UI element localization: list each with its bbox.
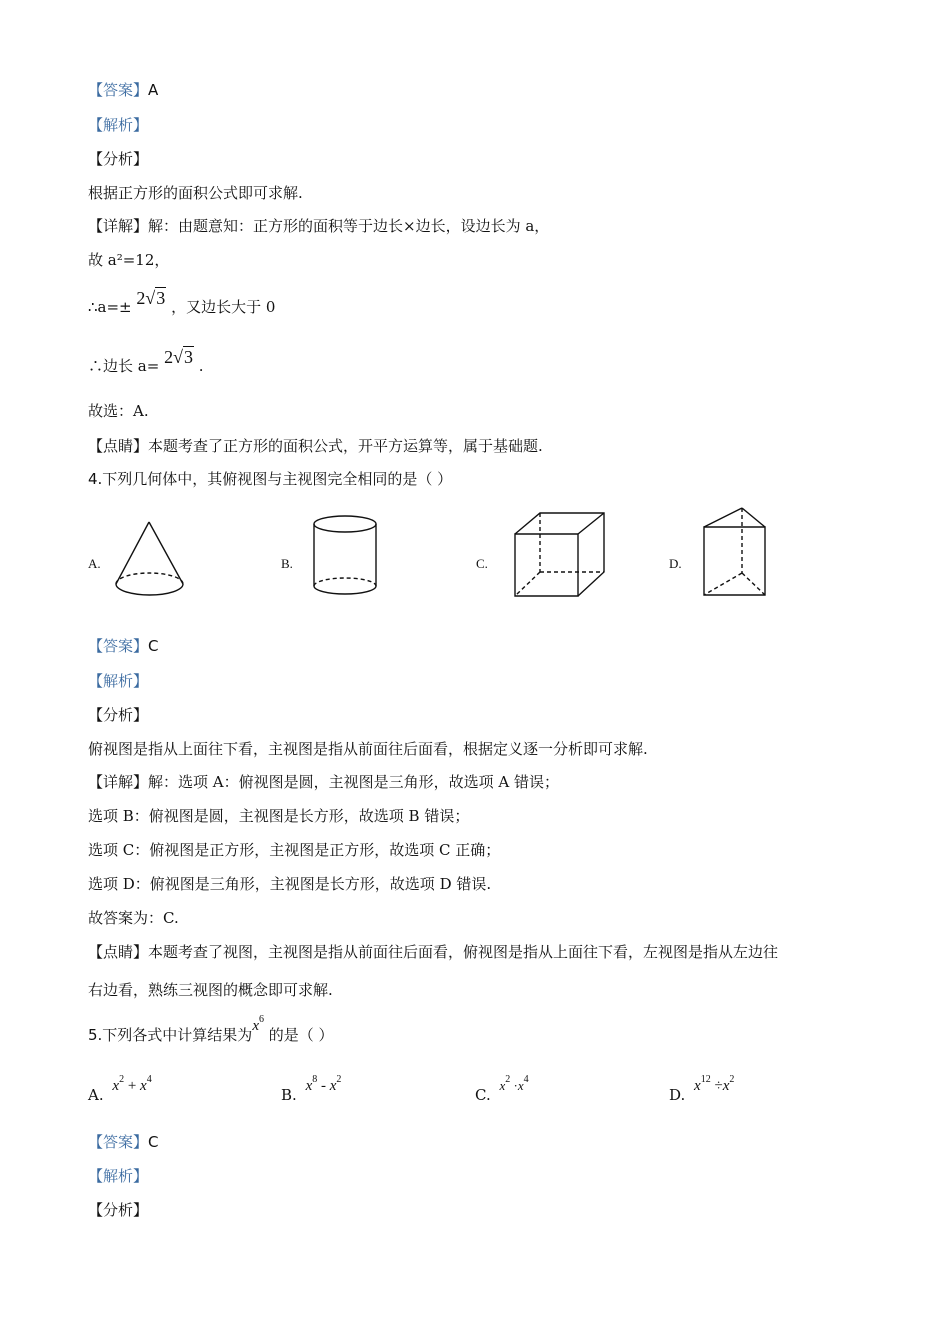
- q5-target-expr: $x^6$: [252, 1014, 264, 1034]
- sqrt-sign: √: [173, 347, 183, 367]
- sqrt-radicand: 3: [156, 288, 166, 308]
- dianjing-tag: 【点睛】: [88, 943, 149, 961]
- sqrt-sign: √: [145, 288, 156, 308]
- q4-fenxi-tag: 【分析】: [88, 706, 149, 724]
- sqrt-radicand: 3: [183, 347, 193, 367]
- cylinder-figure: [310, 512, 382, 600]
- q3-step1: 故 a²=12，: [88, 251, 170, 269]
- answer-value: C: [148, 1133, 159, 1151]
- q4-analysis-tag: 【解析】: [88, 672, 149, 690]
- answer-tag: 【答案】: [88, 637, 149, 655]
- answer-value: A: [148, 81, 159, 99]
- answer-value: C: [148, 637, 159, 655]
- q5-option-d: D. $x^{12} \div x^2$: [669, 1074, 735, 1104]
- q3-step3: [88, 347, 204, 376]
- q5-option-a: A. $x^2 + x^4$: [88, 1074, 152, 1104]
- cube-figure: [512, 510, 608, 602]
- xiangjie-text: 解：由题意知：正方形的面积等于边长×边长，设边长为 a，: [148, 217, 550, 235]
- q4-question: 4.下列几何体中，其俯视图与主视图完全相同的是（ ）: [88, 470, 453, 488]
- q5-question: [88, 1014, 334, 1048]
- q5-option-c: C. $x^2 \cdot x^4$: [475, 1074, 529, 1104]
- sqrt-coef: 2: [136, 288, 146, 308]
- q4-option-a-label: A.: [88, 556, 101, 571]
- xiangjie-text: 解：选项 A：俯视图是圆，主视图是三角形，故选项 A 错误；: [148, 773, 559, 791]
- step3-prefix: ∴边长 a=: [88, 357, 160, 375]
- q3-analysis-tag: 【解析】: [88, 116, 149, 134]
- q4-xiangjie-line: [88, 772, 559, 792]
- step3-suffix: .: [198, 357, 204, 375]
- q3-dianjing-line: [88, 436, 543, 456]
- answer-tag: 【答案】: [88, 1133, 149, 1151]
- q4-line-d: 选项 D：俯视图是三角形，主视图是长方形，故选项 D 错误.: [88, 875, 492, 893]
- q5-answer-line: [88, 1132, 159, 1152]
- q4-dianjing-line: [88, 942, 778, 962]
- q4-option-d-label: D.: [669, 556, 682, 571]
- dianjing-text: 本题考查了视图，主视图是指从前面往后面看，俯视图是指从上面往下看，左视图是指从左边往: [148, 943, 779, 961]
- q5-option-b: B. $x^8 - x^2$: [281, 1074, 342, 1104]
- q3-fenxi-text: 根据正方形的面积公式即可求解.: [88, 184, 303, 202]
- answer-tag: 【答案】: [88, 81, 149, 99]
- dianjing-text: 本题考查了正方形的面积公式，开平方运算等，属于基础题.: [148, 437, 543, 455]
- q3-choose: 故选：A.: [88, 402, 149, 420]
- q4-line-c: 选项 C：俯视图是正方形，主视图是正方形，故选项 C 正确；: [88, 841, 501, 859]
- sqrt-expression: [164, 347, 194, 367]
- q3-answer-line: [88, 80, 158, 100]
- q4-choose: 故答案为：C.: [88, 909, 179, 927]
- q4-dianjing-text2: 右边看，熟练三视图的概念即可求解.: [88, 981, 333, 999]
- dianjing-tag: 【点睛】: [88, 437, 149, 455]
- q5-question-prefix: 5.下列各式中计算结果为: [88, 1026, 253, 1044]
- step2-prefix: ∴a=±: [88, 298, 132, 316]
- q4-answer-line: [88, 636, 159, 656]
- q4-fenxi-text: 俯视图是指从上面往下看，主视图是指从前面往后面看，根据定义逐一分析即可求解.: [88, 740, 648, 758]
- q5-analysis-tag: 【解析】: [88, 1167, 149, 1185]
- xiangjie-tag: 【详解】: [88, 217, 149, 235]
- q3-fenxi-tag: 【分析】: [88, 150, 149, 168]
- sqrt-coef: 2: [164, 347, 174, 367]
- q3-xiangjie-line: [88, 216, 549, 236]
- q4-option-c-label: C.: [476, 556, 488, 571]
- q3-step2: [88, 288, 276, 317]
- q5-fenxi-tag: 【分析】: [88, 1201, 149, 1219]
- cone-figure: [112, 518, 192, 600]
- xiangjie-tag: 【详解】: [88, 773, 149, 791]
- q4-option-b-label: B.: [281, 556, 293, 571]
- sqrt-expression: [136, 288, 166, 308]
- prism-figure: [700, 505, 772, 601]
- q4-line-b: 选项 B：俯视图是圆，主视图是长方形，故选项 B 错误；: [88, 807, 470, 825]
- step2-suffix: ，又边长大于 0: [171, 298, 276, 316]
- q5-question-suffix: 的是（ ）: [264, 1026, 334, 1044]
